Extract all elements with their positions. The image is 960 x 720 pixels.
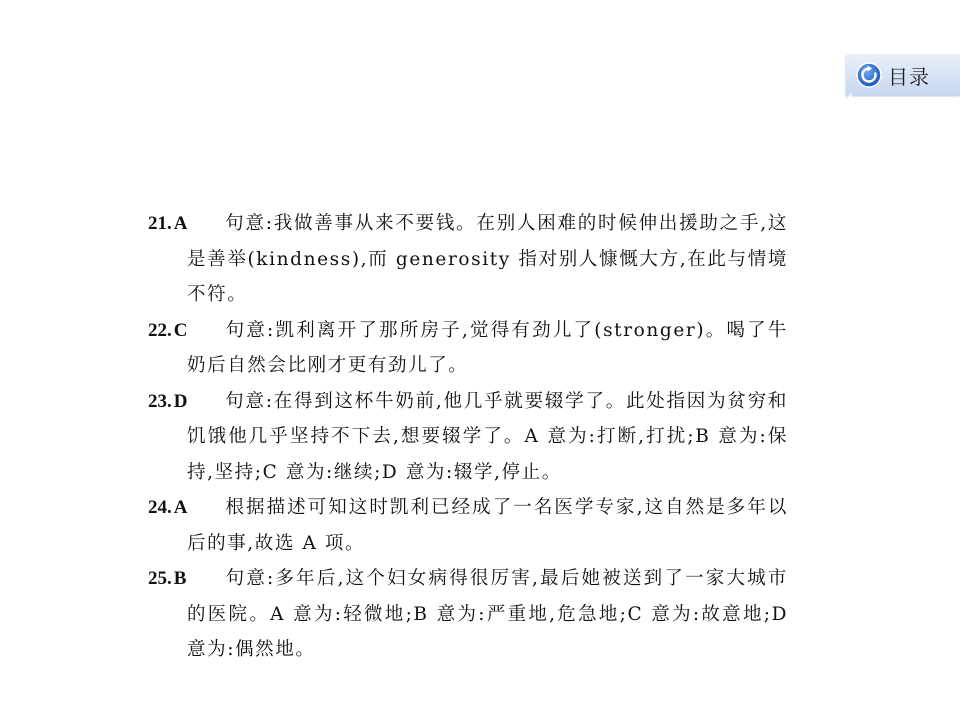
toc-label: 目录 <box>888 64 930 89</box>
explanation-text: 句意:在得到这杯牛奶前,他几乎就要辍学了。此处指因为贫穷和饥饿他几乎坚持不下去,想要辍学了。A 意为:打断,打扰;B 意为:保持,坚持;C 意为:继续;D 意为:辍学,停止。 <box>187 390 788 483</box>
explanation-text: 句意:我做善事从来不要钱。在别人困难的时候伸出援助之手,这是善举(kindness),而 generosity 指对别人慷慨大方,在此与情境不符。 <box>187 213 788 305</box>
question-number: 24. <box>148 497 172 518</box>
answer-item-22 <box>148 313 788 384</box>
question-number: 22. <box>148 319 172 341</box>
answer-item-21 <box>148 206 788 313</box>
explanation-text: 句意:凯利离开了那所房子,觉得有劲儿了(stronger)。喝了牛奶后自然会比刚才更有劲儿了。 <box>187 319 788 376</box>
answer-letter: A <box>173 497 188 518</box>
answer-heading <box>148 206 187 242</box>
answer-letter: D <box>173 390 188 412</box>
answer-item-25 <box>148 561 788 668</box>
answer-letter: B <box>173 568 187 589</box>
answer-heading <box>148 490 187 526</box>
explanation-text: 根据描述可知这时凯利已经成了一名医学专家,这自然是多年以后的事,故选 A 项。 <box>187 497 788 554</box>
answer-heading <box>148 561 186 597</box>
question-number: 23. <box>148 390 172 412</box>
question-number: 25. <box>148 568 172 589</box>
answer-explanations <box>148 206 788 668</box>
answer-letter: C <box>173 319 188 341</box>
answer-item-23 <box>148 384 788 491</box>
explanation-text: 句意:多年后,这个妇女病得很厉害,最后她被送到了一家大城市的医院。A 意为:轻微地;B 意为:严重地,危急地;C 意为:故意地;D 意为:偶然地。 <box>187 568 788 660</box>
table-of-contents-button[interactable] <box>846 54 960 96</box>
circular-arrow-icon <box>856 62 882 88</box>
answer-item-24 <box>148 490 788 561</box>
answer-heading <box>148 384 187 420</box>
question-number: 21. <box>148 213 172 234</box>
answer-letter: A <box>173 213 188 234</box>
answer-heading <box>148 313 187 349</box>
